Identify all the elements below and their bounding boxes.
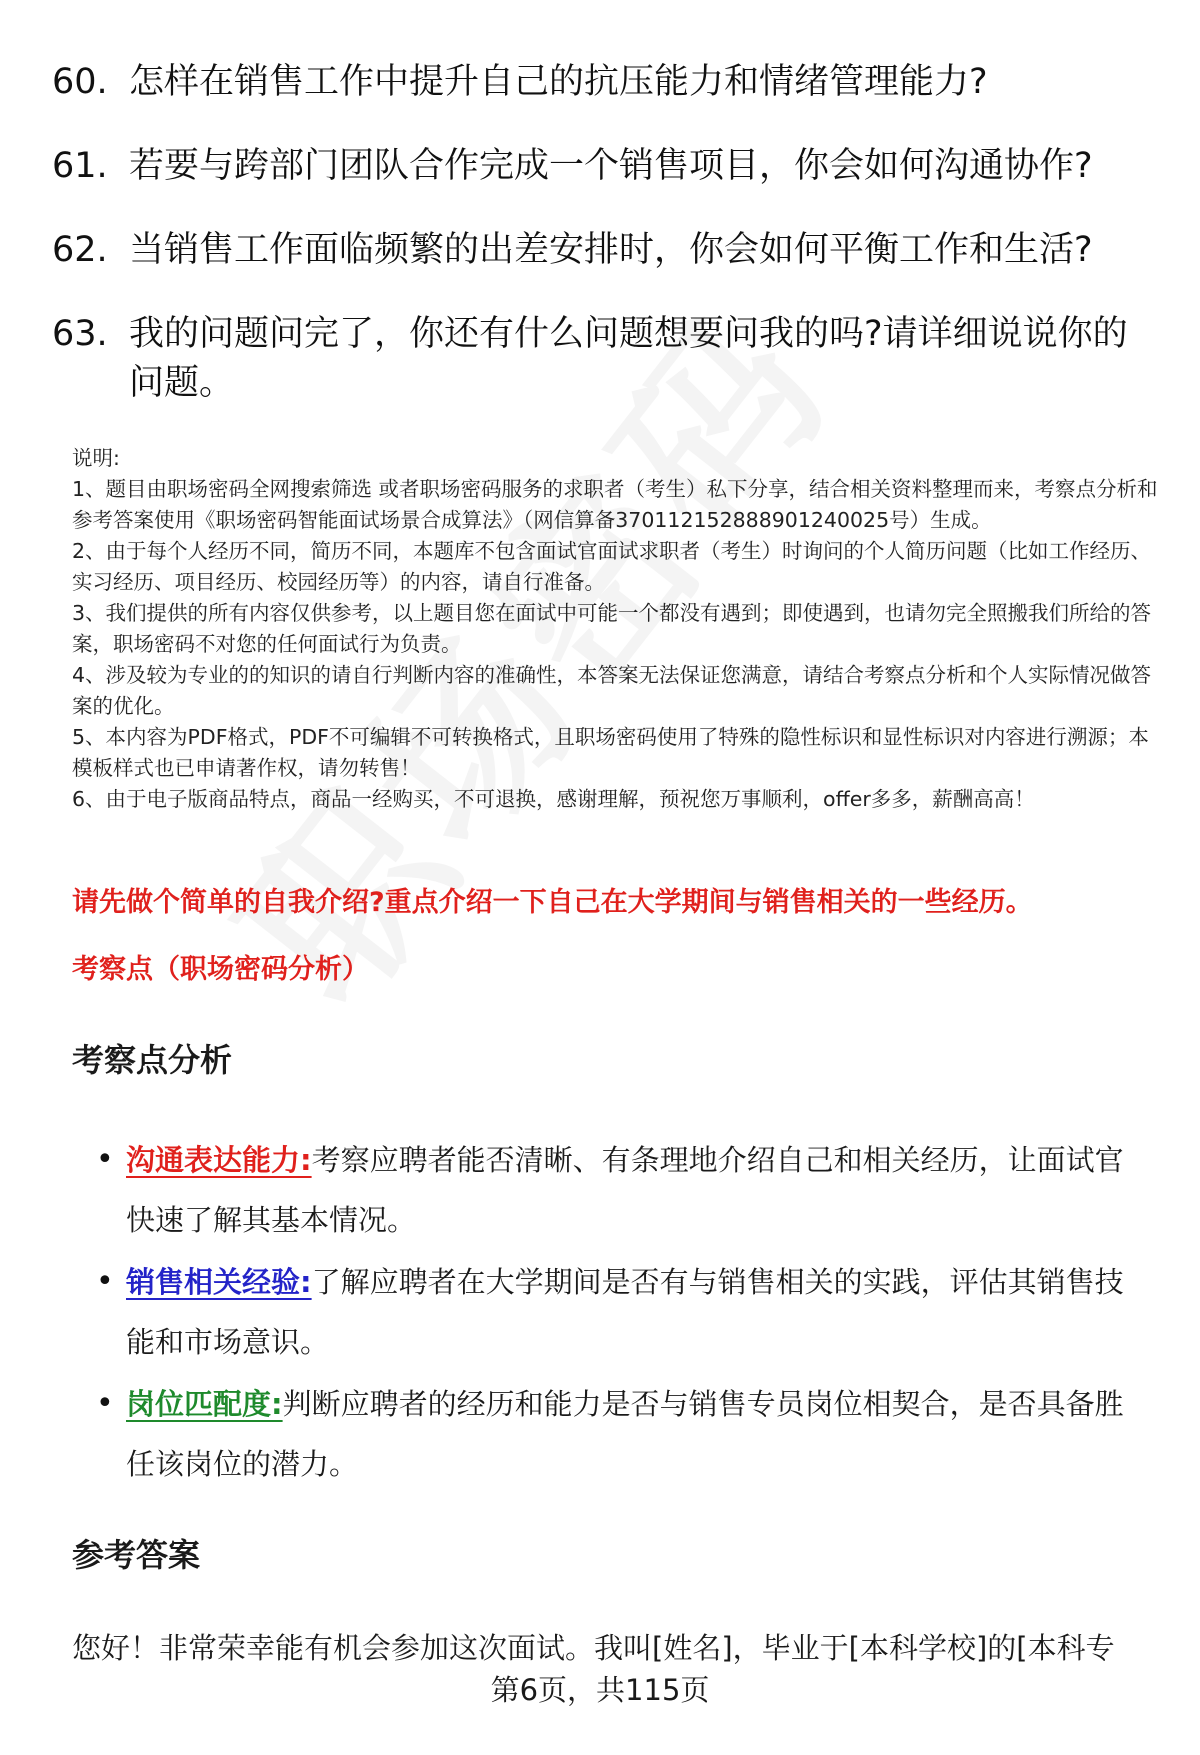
question-item — [52, 310, 1162, 408]
note-item: 6、由于电子版商品特点，商品一经购买，不可退换，感谢理解，预祝您万事顺利，offer多多，薪酬高高！ — [72, 787, 1035, 811]
question-item — [52, 58, 1162, 107]
question-item — [52, 226, 1162, 275]
analysis-title: 考察点分析 — [72, 1041, 233, 1079]
note-item: 1、题目由职场密码全网搜索筛选 或者职场密码服务的求职者（考生）私下分享，结合相关资料整理而来，考察点分析和参考答案使用《职场密码智能面试场景合成算法》（网信算备370112152888901240025号）生成。 — [72, 477, 1158, 532]
question-number: 61. — [52, 146, 108, 186]
analysis-label: 岗位匹配度: — [126, 1387, 283, 1421]
note-item: 4、涉及较为专业的的知识的请自行判断内容的准确性，本答案无法保证您满意，请结合考察点分析和个人实际情况做答案的优化。 — [72, 663, 1152, 718]
question-heading: 请先做个简单的自我介绍?重点介绍一下自己在大学期间与销售相关的一些经历。 — [72, 887, 1033, 918]
bullet-dot: • — [96, 1264, 114, 1299]
question-text: 我的问题问完了，你还有什么问题想要问我的吗?请详细说说你的问题。 — [129, 314, 1128, 403]
analysis-item — [96, 1374, 1146, 1494]
analysis-text: 判断应聘者的经历和能力是否与销售专员岗位相契合，是否具备胜任该岗位的潜力。 — [126, 1387, 1124, 1481]
question-text: 若要与跨部门团队合作完成一个销售项目，你会如何沟通协作? — [129, 146, 1093, 186]
bullet-dot: • — [96, 1386, 114, 1421]
question-text: 怎样在销售工作中提升自己的抗压能力和情绪管理能力? — [129, 62, 988, 102]
note-item: 3、我们提供的所有内容仅供参考，以上题目您在面试中可能一个都没有遇到；即使遇到，也请勿完全照搬我们所给的答案，职场密码不对您的任何面试行为负责。 — [72, 601, 1152, 656]
analysis-text: 了解应聘者在大学期间是否有与销售相关的实践，评估其销售技能和市场意识。 — [126, 1265, 1124, 1359]
question-text: 当销售工作面临频繁的出差安排时，你会如何平衡工作和生活? — [129, 230, 1093, 270]
analysis-item — [96, 1130, 1146, 1250]
question-number: 63. — [52, 314, 108, 354]
note-item: 2、由于每个人经历不同，简历不同，本题库不包含面试官面试求职者（考生）时询问的个人简历问题（比如工作经历、实习经历、项目经历、校园经历等）的内容，请自行准备。 — [72, 539, 1152, 594]
exam-point-heading: 考察点（职场密码分析） — [72, 954, 369, 985]
analysis-label: 销售相关经验: — [126, 1265, 312, 1299]
note-item: 5、本内容为PDF格式，PDF不可编辑不可转换格式，且职场密码使用了特殊的隐性标识和显性标识对内容进行溯源；本模板样式也已申请著作权，请勿转售！ — [72, 725, 1149, 780]
question-number: 60. — [52, 62, 108, 102]
answer-text: 您好！非常荣幸能有机会参加这次面试。我叫[姓名]，毕业于[本科学校]的[本科专 — [72, 1631, 1115, 1665]
question-item — [52, 142, 1162, 191]
page-footer: 第6页，共115页 — [490, 1673, 710, 1707]
analysis-list — [96, 1130, 1146, 1496]
notes-block — [72, 443, 1162, 815]
question-list — [52, 58, 1162, 443]
question-number: 62. — [52, 230, 108, 270]
bullet-dot: • — [96, 1142, 114, 1177]
analysis-label: 沟通表达能力: — [126, 1143, 312, 1177]
analysis-text: 考察应聘者能否清晰、有条理地介绍自己和相关经历，让面试官快速了解其基本情况。 — [126, 1143, 1124, 1237]
analysis-item — [96, 1252, 1146, 1372]
answer-title: 参考答案 — [72, 1536, 201, 1574]
notes-title: 说明: — [72, 446, 120, 470]
